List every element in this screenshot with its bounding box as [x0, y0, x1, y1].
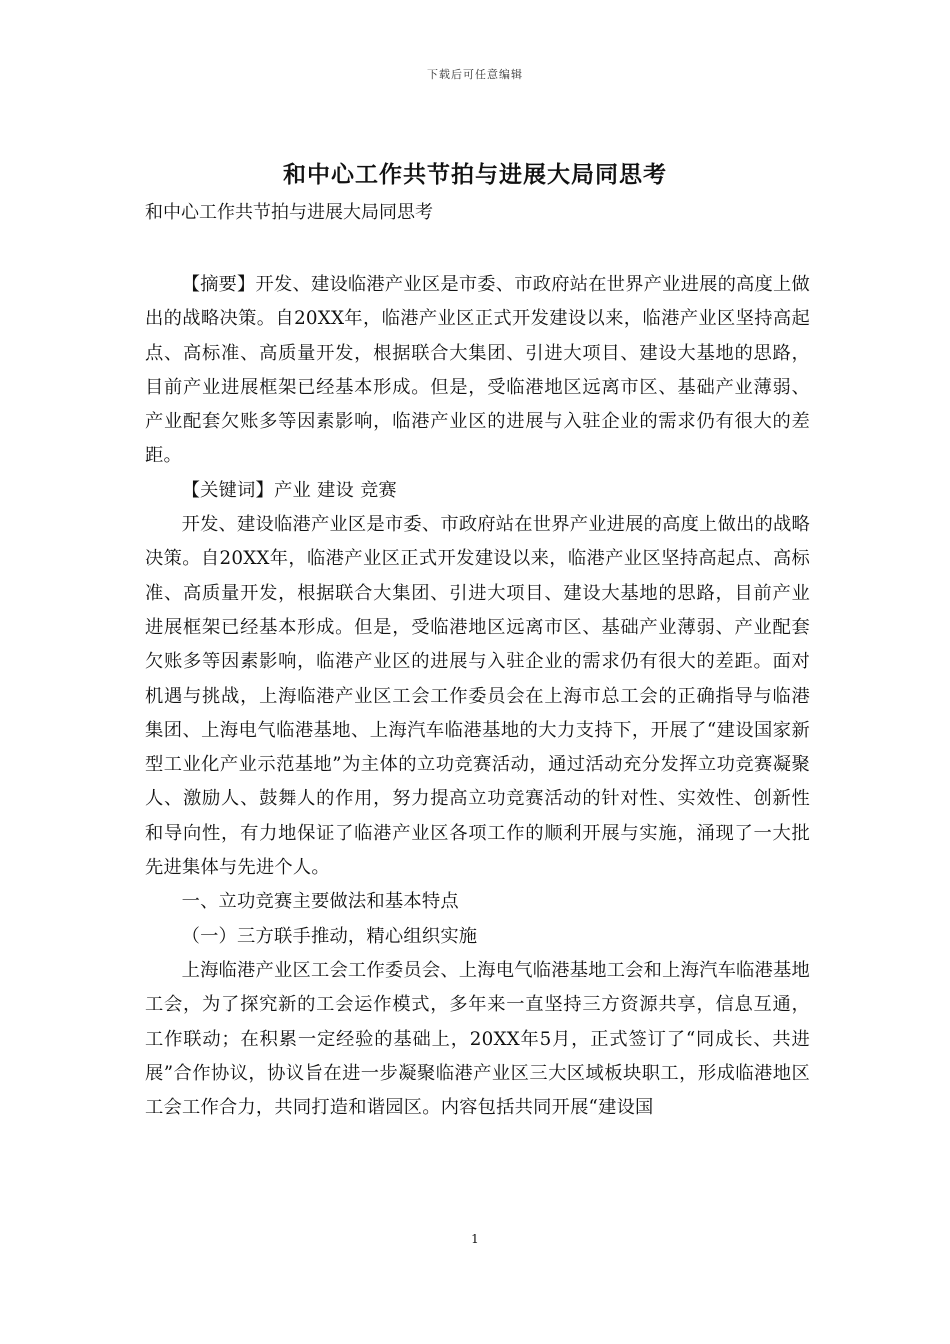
header-note: 下载后可任意编辑	[427, 68, 523, 81]
section-heading: 一、立功竞赛主要做法和基本特点	[181, 891, 459, 913]
body-paragraph: 上海临港产业区工会工作委员会、上海电气临港基地工会和上海汽车临港基地工会，为了探究新的工会运作模式，多年来一直坚持三方资源共享，信息互通，工作联动；在积累一定经验的基础上，20XX年5月，正式签订了“同成长、共进展”合作协议，协议旨在进一步凝聚临港产业区三大区域板块职工，形成临港地区工会工作合力，共同打造和谐园区。内容包括共同开展“建设国	[145, 959, 810, 1119]
body-paragraph: 开发、建设临港产业区是市委、市政府站在世界产业进展的高度上做出的战略决策。自20XX年，临港产业区正式开发建设以来，临港产业区坚持高起点、高标准、高质量开发，根据联合大集团、引进大项目、建设大基地的思路，目前产业进展框架已经基本形成。但是，受临港地区远离市区、基础产业薄弱、产业配套欠账多等因素影响，临港产业区的进展与入驻企业的需求仍有很大的差距。面对机遇与挑战，上海临港产业区工会工作委员会在上海市总工会的正确指导与临港集团、上海电气临港基地、上海汽车临港基地的大力支持下，开展了“建设国家新型工业化产业示范基地”为主体的立功竞赛活动，通过活动充分发挥立功竞赛凝聚人、激励人、鼓舞人的作用，努力提高立功竞赛活动的针对性、实效性、创新性和导向性，有力地保证了临港产业区各项工作的顺利开展与实施，涌现了一大批先进集体与先进个人。	[145, 514, 810, 879]
page-number: 1	[471, 1232, 479, 1246]
subsection-heading: （一）三方联手推动，精心组织实施	[181, 925, 478, 947]
abstract-paragraph: 【摘要】开发、建设临港产业区是市委、市政府站在世界产业进展的高度上做出的战略决策。自20XX年，临港产业区正式开发建设以来，临港产业区坚持高起点、高标准、高质量开发，根据联合大集团、引进大项目、建设大基地的思路，目前产业进展框架已经基本形成。但是，受临港地区远离市区、基础产业薄弱、产业配套欠账多等因素影响，临港产业区的进展与入驻企业的需求仍有很大的差距。	[145, 274, 810, 467]
document-body	[145, 268, 810, 1125]
keywords-paragraph: 【关键词】产业 建设 竞赛	[181, 479, 397, 501]
document-title: 和中心工作共节拍与进展大局同思考	[283, 161, 667, 188]
document-subtitle: 和中心工作共节拍与进展大局同思考	[145, 202, 433, 223]
